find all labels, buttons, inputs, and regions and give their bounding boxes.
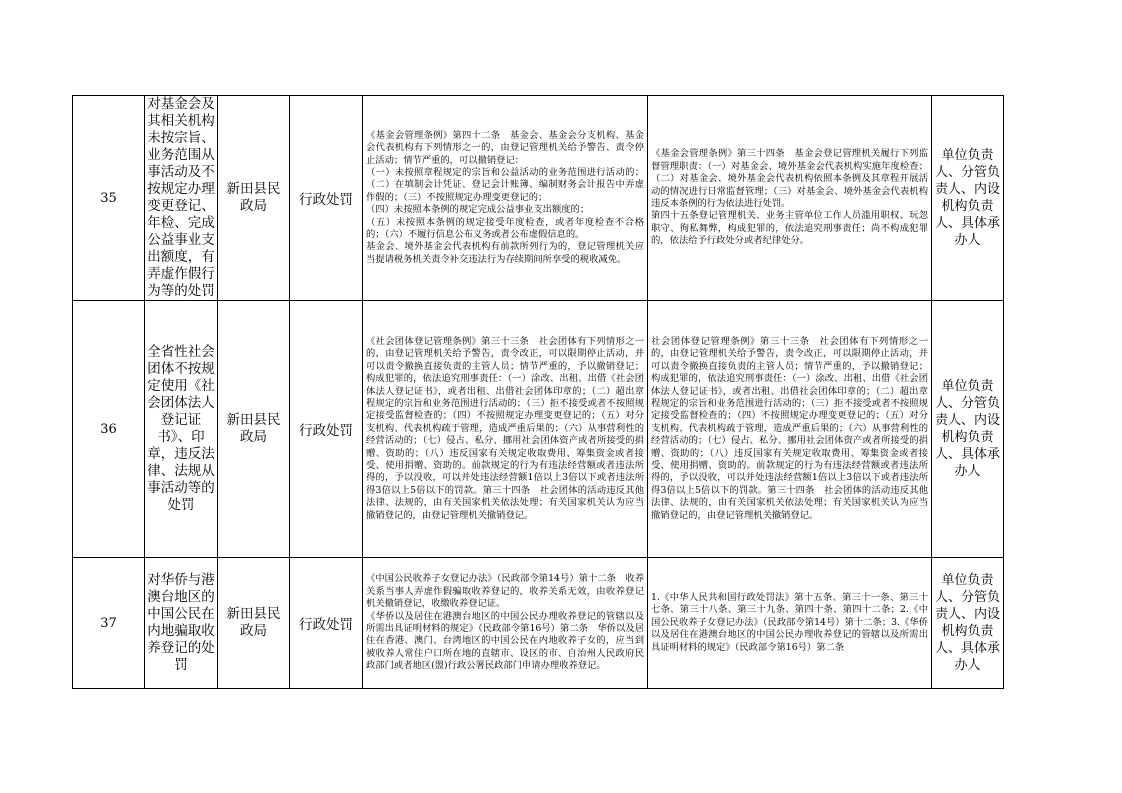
basis-paragraph: （五）未按照本条例的规定接受年度检查，或者年度检查不合格的；（六）不履行信息公布义务或者公布虚假信息的。 xyxy=(366,216,644,241)
table-row xyxy=(73,558,1004,689)
table-row xyxy=(73,96,1004,301)
duty-paragraph: 社会团体登记管理条例》第三十三条 社会团体有下列情形之一的，由登记管理机关给予警告，责令改正，可以限期停止活动，并可以责令撤换直接负责的主管人员；情节严重的，予以撤销登记；构成犯罪的，依法追究刑事责任：（一）涂改、出租、出借《社会团体法人登记证书》，或者出租、出借社会团体印章的；（二）超出章程规定的宗旨和业务范围进行活动的；（三）拒不接受或者不按照规定接受监督检查的；（四）不按照规定办理变更登记的；（五）对分支机构、代表机构疏于管理，造成严重后果的；（六）从事营利性的经营活动的；（七）侵占、私分、挪用社会团体资产或者所接受的捐赠、资助的；（八）违反国家有关规定收取费用、筹集资金或者接受、使用捐赠、资助的。前款规定的行为有违法经营额或者违法所得的，予以没收，可以并处违法经营额1倍以上3倍以下或者违法所得3倍以上5倍以下的罚款。第三十四条 社会团体的活动违反其他法律、法规的，由有关国家机关依法处理；有关国家机关认为应当撤销登记的，由登记管理机关撤销登记。 xyxy=(651,335,928,521)
legal-basis xyxy=(363,558,648,689)
duty-basis xyxy=(648,96,932,301)
duty-paragraph: 第四十五条登记管理机关、业务主管单位工作人员滥用职权、玩忽职守、徇私舞弊，构成犯罪的，依法追究刑事责任；尚不构成犯罪的，依法给予行政处分或者纪律处分。 xyxy=(651,210,928,247)
item-name: 全省性社会团体不按规定使用《社会团体法人登记证书》、印章，违反法律、法规从事活动等的处罚 xyxy=(145,301,218,558)
item-name: 对基金会及其相关机构未按宗旨、业务范围从事活动及不按规定办理变更登记、年检、完成公益事业支出额度，有弄虚作假行为等的处罚 xyxy=(145,96,218,301)
basis-paragraph: （四）未按照本条例的规定完成公益事业支出额度的； xyxy=(366,204,590,216)
duty-basis xyxy=(648,301,932,558)
row-number: 36 xyxy=(73,301,145,558)
row-number: 37 xyxy=(73,558,145,689)
row-number: 35 xyxy=(73,96,145,301)
responsible-persons: 单位负责人、分管负责人、内设机构负责人、具体承办人 xyxy=(932,301,1004,558)
basis-paragraph: 《社会团体登记管理条例》第三十三条 社会团体有下列情形之一的，由登记管理机关给予警告，责令改正，可以限期停止活动，并可以责令撤换直接负责的主管人员；情节严重的，予以撤销登记；构成犯罪的，依法追究刑事责任：（一）涂改、出租、出借《社会团体法人登记证书》，或者出租、出借社会团体印章的；（二）超出章程规定的宗旨和业务范围进行活动的；（三）拒不接受或者不按照规定接受监督检查的；（四）不按照规定办理变更登记的；（五）对分支机构、代表机构疏于管理，造成严重后果的；（六）从事营利性的经营活动的；（七）侵占、私分、挪用社会团体资产或者所接受的捐赠、资助的；（八）违反国家有关规定收取费用、筹集资金或者接受、使用捐赠、资助的。前款规定的行为有违法经营额或者违法所得的，予以没收，可以并处违法经营额1倍以上3倍以下或者违法所得3倍以上5倍以下的罚款。第三十四条 社会团体的活动违反其他法律、法规的，由有关国家机关依法处理；有关国家机关认为应当撤销登记的，由登记管理机关撤销登记。 xyxy=(366,335,644,521)
department: 新田县民政局 xyxy=(218,96,290,301)
responsible-persons: 单位负责人、分管负责人、内设机构负责人、具体承办人 xyxy=(932,558,1004,689)
legal-basis xyxy=(363,96,648,301)
item-name: 对华侨与港澳台地区的中国公民在内地骗取收养登记的处罚 xyxy=(145,558,218,689)
legal-basis xyxy=(363,301,648,558)
department: 新田县民政局 xyxy=(218,301,290,558)
responsible-persons: 单位负责人、分管负责人、内设机构负责人、具体承办人 xyxy=(932,96,1004,301)
basis-paragraph: 《华侨以及居住在港澳台地区的中国公民办理收养登记的管辖以及所需出具证明材料的规定》（民政部令第16号）第二条 华侨以及居住在香港、澳门、台湾地区的中国公民在内地收养子女的，应当到被收养人常住户口所在地的直辖市、设区的市、自治州人民政府民政部门或者地区(盟)行政公署民政部门申请办理收养登记。 xyxy=(366,610,644,672)
power-type: 行政处罚 xyxy=(290,301,363,558)
table-row xyxy=(73,301,1004,558)
basis-paragraph: 《中国公民收养子女登记办法》（民政部令第14号）第十二条 收养关系当事人弄虚作假骗取收养登记的，收养关系无效，由收养登记机关撤销登记，收缴收养登记证。 xyxy=(366,573,644,610)
department: 新田县民政局 xyxy=(218,558,290,689)
basis-paragraph: 《基金会管理条例》第四十二条 基金会、基金会分支机构、基金会代表机构有下列情形之一的，由登记管理机关给予警告、责令停止活动；情节严重的，可以撤销登记： xyxy=(366,129,644,166)
duty-basis xyxy=(648,558,932,689)
power-type: 行政处罚 xyxy=(290,558,363,689)
basis-paragraph: 基金会、境外基金会代表机构有前款所列行为的，登记管理机关应当提请税务机关责令补交违法行为存续期间所享受的税收减免。 xyxy=(366,241,644,265)
duty-paragraph: 《基金会管理条例》第三十四条 基金会登记管理机关履行下列监督管理职责：（一）对基金会、境外基金会代表机构实施年度检查；（二）对基金会、境外基金会代表机构依照本条例及其章程开展活动的情况进行日常监督管理；（三）对基金会、境外基金会代表机构违反本条例的行为依法进行处罚。 xyxy=(651,148,928,209)
duty-paragraph: 1.《中华人民共和国行政处罚法》第十五条、第三十一条、第三十七条、第三十八条、第三十九条、第四十条、第四十二条；2.《中国公民收养子女登记办法》（民政部令第14号）第十二条；3.《华侨以及居住在港澳台地区的中国公民办理收养登记的管辖以及所需出具证明材料的规定》（民政部令第16号）第二条 xyxy=(651,591,928,653)
penalty-table xyxy=(72,95,1004,689)
power-type: 行政处罚 xyxy=(290,96,363,301)
basis-paragraph: （一）未按照章程规定的宗旨和公益活动的业务范围进行活动的；（二）在填制会计凭证、登记会计账簿、编制财务会计报告中弄虚作假的；（三）不按照规定办理变更登记的； xyxy=(366,166,644,203)
